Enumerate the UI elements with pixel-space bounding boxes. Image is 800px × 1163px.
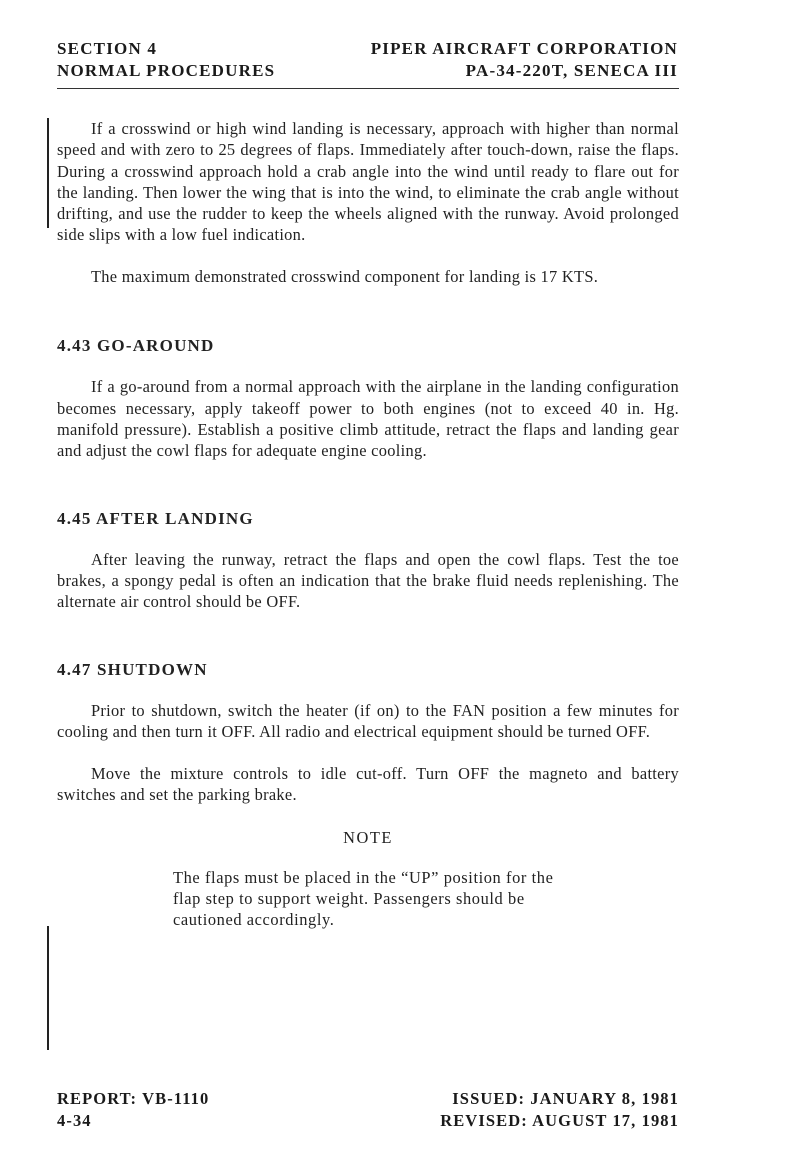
crosswind-paragraph: If a crosswind or high wind landing is necessary, approach with higher than normal speed and with zero to 25 degrees of flaps. Immediately after touch-down, raise the flaps. During a crosswind approach hold a crab angle into the wind until ready to flare out for the landing. Then lower the wing that is into the wind, to eliminate the crab angle without drifting, and use the rudder to keep the wheels aligned with the runway. Avoid prolonged side slips with a low fuel indication. <box>57 119 679 245</box>
shutdown-paragraph-2: Move the mixture controls to idle cut-off. Turn OFF the magneto and battery switches and set the parking brake. <box>57 763 679 804</box>
header-right <box>371 38 678 82</box>
footer-right <box>440 1088 679 1132</box>
aircraft-model: PA-34-220T, SENECA III <box>465 61 678 80</box>
header-divider <box>57 88 679 89</box>
page-header <box>57 38 678 88</box>
note-title: NOTE <box>343 828 393 848</box>
header-left <box>57 38 275 82</box>
report-number: REPORT: VB-1110 <box>57 1089 210 1108</box>
revision-bar-crosswind <box>47 118 49 228</box>
section-heading-go-around: 4.43 GO-AROUND <box>57 336 215 356</box>
crosswind-max-paragraph: The maximum demonstrated crosswind component for landing is 17 KTS. <box>91 266 599 286</box>
revised-date: REVISED: AUGUST 17, 1981 <box>440 1111 679 1130</box>
section-heading-shutdown: 4.47 SHUTDOWN <box>57 659 208 679</box>
note-text: The flaps must be placed in the “UP” position for the flap step to support weight. Passengers should be cautioned accordingly. <box>173 867 554 930</box>
go-around-paragraph: If a go-around from a normal approach with the airplane in the landing configuration becomes necessary, apply takeoff power to both engines (not to exceed 40 in. Hg. manifold pressure). Establish a positive climb attitude, retract the flaps and landing gear and adjust the cowl flaps for adequate engine cooling. <box>57 377 679 461</box>
after-landing-paragraph: After leaving the runway, retract the flaps and open the cowl flaps. Test the toe brakes, a spongy pedal is often an indication that the brake fluid needs replenishing. The alternate air control should be OFF. <box>57 549 679 612</box>
company-name: PIPER AIRCRAFT CORPORATION <box>370 39 678 58</box>
page-content <box>57 118 679 930</box>
section-heading-after-landing: 4.45 AFTER LANDING <box>57 508 254 528</box>
footer-left <box>57 1088 209 1132</box>
revision-bar-note <box>47 926 49 1050</box>
issued-date: ISSUED: JANUARY 8, 1981 <box>452 1089 679 1108</box>
section-title: NORMAL PROCEDURES <box>57 61 276 80</box>
page-number: 4-34 <box>57 1111 92 1130</box>
shutdown-paragraph-1: Prior to shutdown, switch the heater (if on) to the FAN position a few minutes for cooling and then turn it OFF. All radio and electrical equipment should be turned OFF. <box>57 701 679 742</box>
section-number: SECTION 4 <box>57 39 158 58</box>
